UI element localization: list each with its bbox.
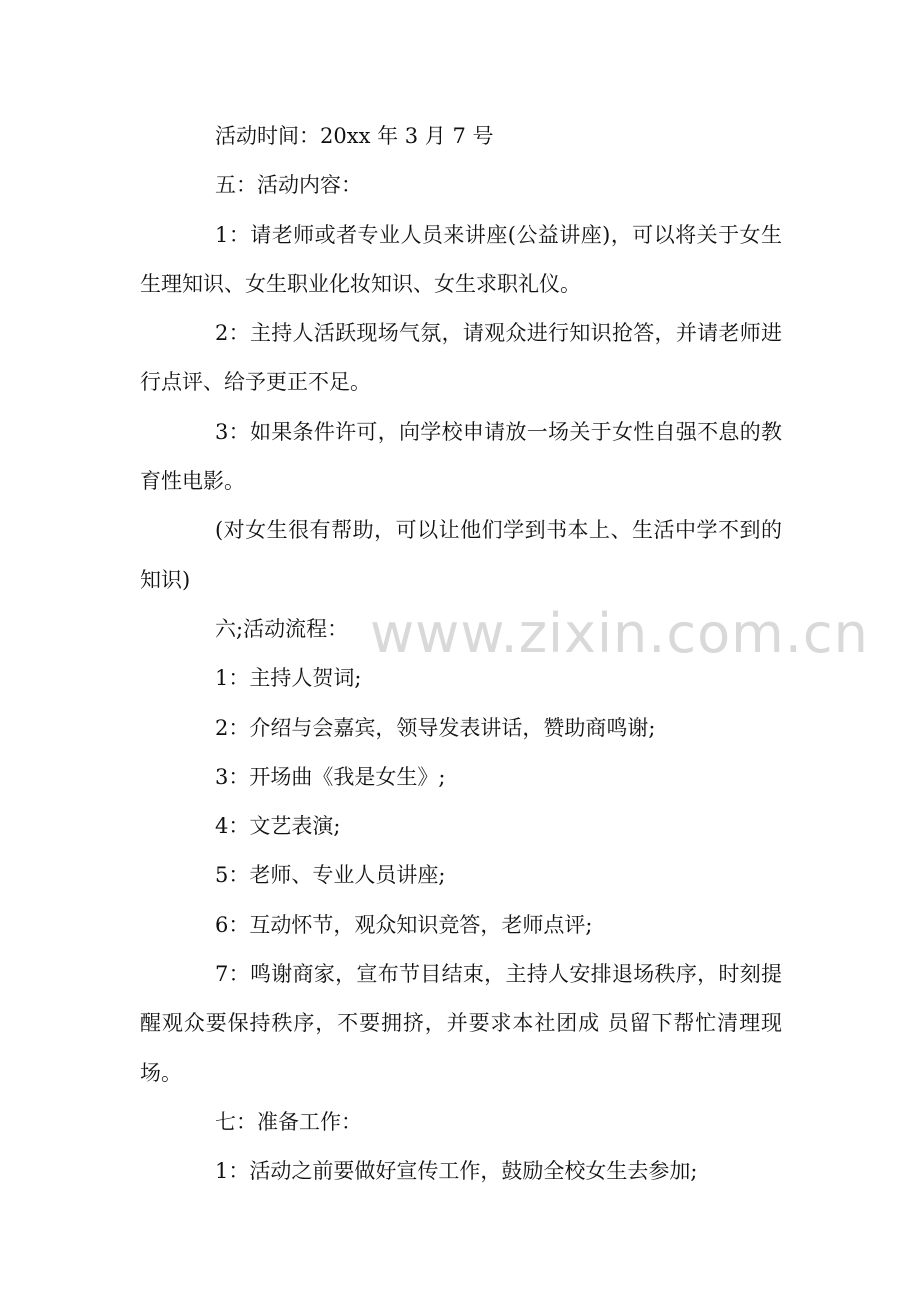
paragraph-content-item-1: 1：请老师或者专业人员来讲座(公益讲座)，可以将关于女生生理知识、女生职业化妆知识、女生求职礼仪。 <box>140 222 782 296</box>
paragraph-flow-item-5: 5：老师、专业人员讲座; <box>215 863 446 888</box>
paragraph-preparation-item-1: 1：活动之前要做好宣传工作，鼓励全校女生去参加; <box>215 1159 698 1184</box>
paragraph-flow-item-7: 7：鸣谢商家，宣布节目结束，主持人安排退场秩序，时刻提醒观众要保持秩序，不要拥挤，并要求本社团成 员留下帮忙清理现场。 <box>140 962 782 1085</box>
heading-activity-flow: 六;活动流程： <box>215 616 349 641</box>
paragraph-flow-item-6: 6：互动怀节，观众知识竞答，老师点评; <box>215 912 593 937</box>
heading-preparation: 七：准备工作： <box>215 1109 362 1134</box>
paragraph-content-item-2: 2：主持人活跃现场气氛，请观众进行知识抢答，并请老师进行点评、给予更正不足。 <box>140 321 782 395</box>
paragraph-flow-item-2: 2：介绍与会嘉宾，领导发表讲话，赞助商鸣谢; <box>215 715 656 740</box>
paragraph-flow-item-3: 3：开场曲《我是女生》; <box>215 764 446 789</box>
paragraph-content-note: (对女生很有帮助，可以让他们学到书本上、生活中学不到的知识) <box>140 518 782 592</box>
heading-activity-content: 五：活动内容： <box>215 173 362 198</box>
paragraph-flow-item-1: 1：主持人贺词; <box>215 666 362 691</box>
paragraph-flow-item-4: 4：文艺表演; <box>215 814 341 839</box>
paragraph-activity-time: 活动时间：20xx 年 3 月 7 号 <box>215 124 494 148</box>
watermark: www.zixin.com.cn <box>370 602 869 665</box>
paragraph-content-item-3: 3：如果条件许可，向学校申请放一场关于女性自强不息的教育性电影。 <box>140 419 782 494</box>
document-body <box>140 112 782 1197</box>
